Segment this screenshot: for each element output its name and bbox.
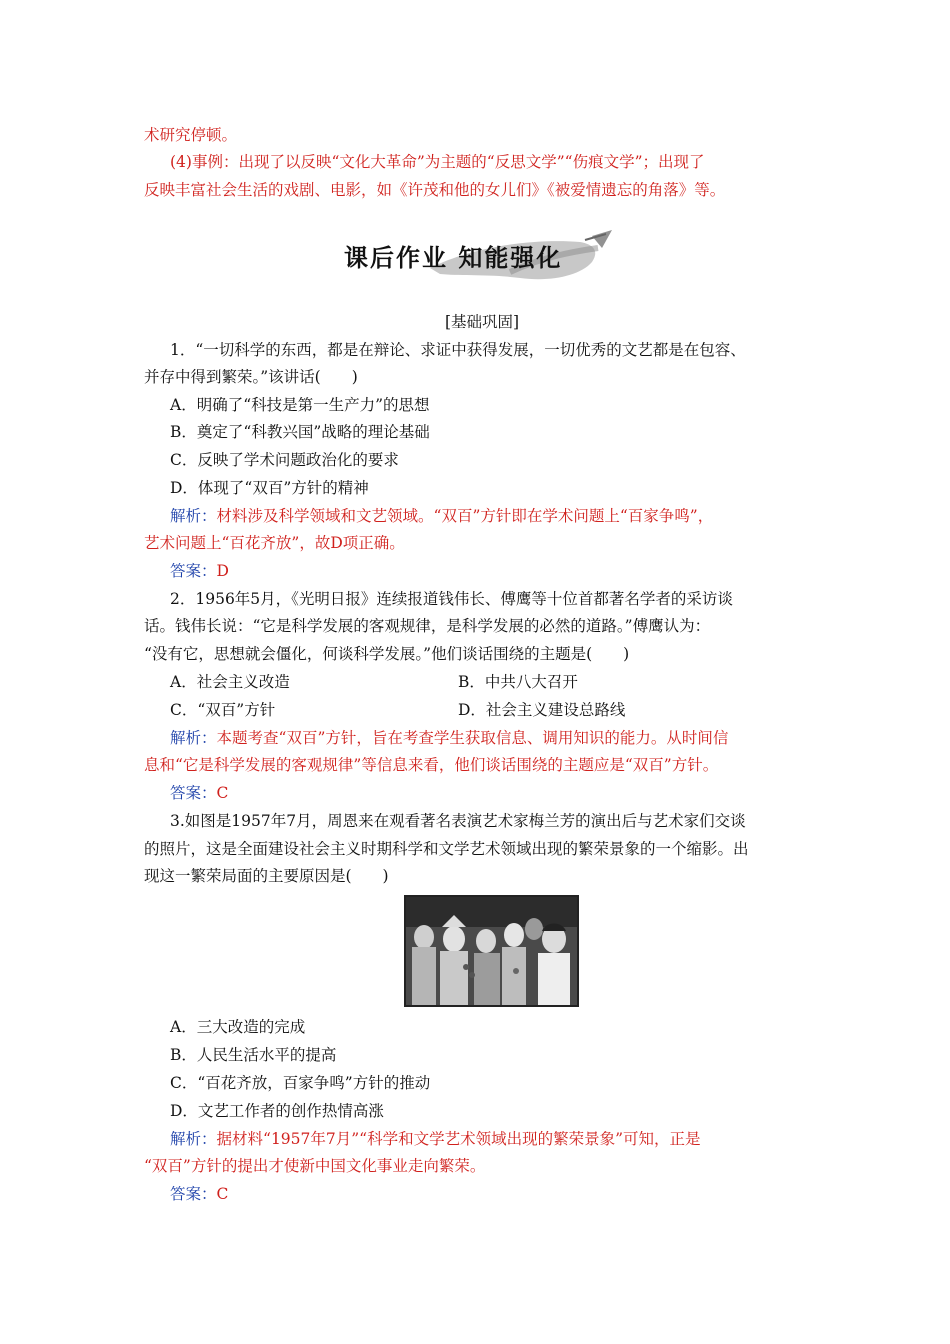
subsection-title: [基础巩固]: [445, 313, 520, 331]
q2-stem-line-1: 2．1956年5月，《光明日报》连续报道钱伟长、傅鹰等十位首都著名学者的采访谈: [170, 590, 733, 608]
photo-content-icon: [406, 897, 577, 1005]
q3-analysis-label: 解析：: [170, 1130, 217, 1148]
top-line-1: 术研究停顿。: [144, 126, 238, 144]
q3-stem-line-2: 的照片，这是全面建设社会主义时期科学和文学艺术领域出现的繁荣景象的一个缩影。出: [144, 840, 749, 858]
q2-analysis-line-1: [170, 728, 728, 748]
q1-answer: [170, 561, 229, 581]
q1-analysis-text-1: 材料涉及科学领域和文艺领域。“双百”方针即在学术问题上“百家争鸣”，: [216, 507, 714, 525]
q1-stem-line-2: 并存中得到繁荣。”该讲话( ): [144, 368, 358, 386]
q3-analysis-line-2: “双百”方针的提出才使新中国文化事业走向繁荣。: [144, 1157, 486, 1175]
q1-option-d: D．体现了“双百”方针的精神: [170, 479, 369, 497]
q2-answer-label: 答案：: [170, 784, 217, 802]
q1-analysis-line-1: [170, 506, 713, 526]
q3-option-a: A．三大改造的完成: [170, 1018, 306, 1036]
q3-analysis-line-1: [170, 1129, 701, 1149]
q2-analysis-line-2: 息和“它是科学发展的客观规律”等信息来看，他们谈话围绕的主题应是“双百”方针。: [144, 756, 719, 774]
q3-answer: [170, 1184, 228, 1204]
q1-answer-label: 答案：: [170, 562, 217, 580]
q1-stem-line-1: 1．“一切科学的东西，都是在辩论、求证中获得发展，一切优秀的文艺都是在包容、: [170, 341, 746, 359]
q2-option-d: D．社会主义建设总路线: [458, 701, 626, 719]
section-title: 课后作业 知能强化: [344, 244, 563, 272]
top-line-2: (4)事例：出现了以反映“文化大革命”为主题的“反思文学”“伤痕文学”；出现了: [170, 153, 705, 171]
section-title-block: [330, 228, 620, 286]
q1-analysis-line-2: 艺术问题上“百花齐放”，故D项正确。: [144, 534, 405, 552]
q1-option-c: C．反映了学术问题政治化的要求: [170, 451, 399, 469]
q2-analysis-text-1: 本题考查“双百”方针，旨在考查学生获取信息、调用知识的能力。从时间信: [216, 729, 729, 747]
q2-answer-value: C: [216, 784, 229, 802]
q1-option-a: A．明确了“科技是第一生产力”的思想: [170, 396, 430, 414]
q2-answer: [170, 783, 228, 803]
q1-answer-value: D: [216, 562, 229, 580]
q3-analysis-text-1: 据材料“1957年7月”“科学和文学艺术领域出现的繁荣景象”可知，正是: [216, 1130, 701, 1148]
q3-answer-value: C: [216, 1185, 229, 1203]
q1-analysis-label: 解析：: [170, 507, 217, 525]
historical-photo: [404, 895, 579, 1007]
q2-option-a: A．社会主义改造: [170, 673, 290, 691]
q3-option-d: D．文艺工作者的创作热情高涨: [170, 1102, 384, 1120]
q3-stem-line-3: 现这一繁荣局面的主要原因是( ): [144, 867, 389, 885]
top-line-3: 反映丰富社会生活的戏剧、电影，如《许茂和他的女儿们》《被爱情遗忘的角落》等。: [144, 181, 726, 199]
q2-option-c: C．“双百”方针: [170, 701, 276, 719]
q3-option-b: B．人民生活水平的提高: [170, 1046, 337, 1064]
q3-stem-line-1: 3.如图是1957年7月，周恩来在观看著名表演艺术家梅兰芳的演出后与艺术家们交谈: [170, 812, 746, 830]
q2-analysis-label: 解析：: [170, 729, 217, 747]
q3-answer-label: 答案：: [170, 1185, 217, 1203]
q3-option-c: C．“百花齐放，百家争鸣”方针的推动: [170, 1074, 431, 1092]
q2-stem-line-2: 话。钱伟长说：“它是科学发展的客观规律，是科学发展的必然的道路。”傅鹰认为：: [144, 617, 711, 635]
q2-stem-line-3: “没有它，思想就会僵化，何谈科学发展。”他们谈话围绕的主题是( ): [144, 645, 630, 663]
q2-option-b: B．中共八大召开: [458, 673, 578, 691]
q1-option-b: B．奠定了“科教兴国”战略的理论基础: [170, 423, 430, 441]
